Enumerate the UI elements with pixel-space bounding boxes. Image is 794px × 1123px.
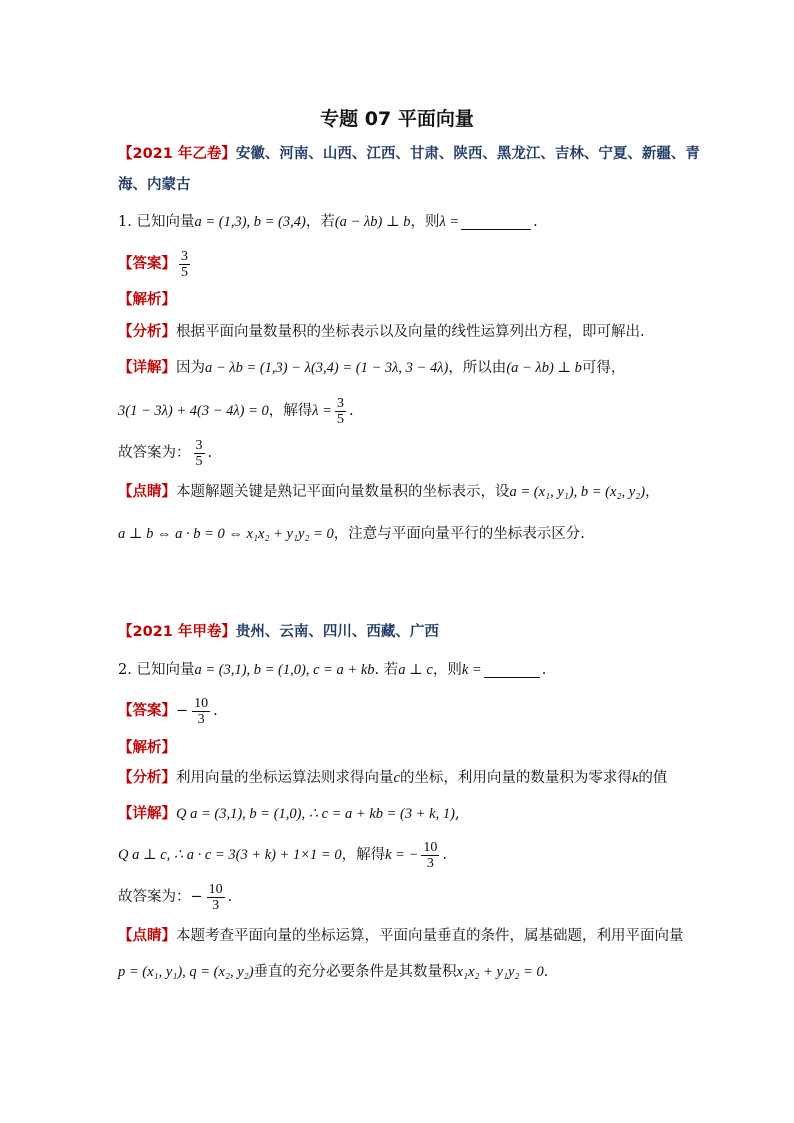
step-text: ，解得	[341, 847, 386, 863]
formula: k	[631, 770, 639, 786]
fraction	[335, 396, 346, 427]
answer-blank	[484, 663, 540, 678]
denominator: 5	[195, 453, 203, 469]
exam-regions: 安徽、河南、山西、江西、甘肃、陕西、黑龙江、吉林、宁夏、新疆、青	[235, 146, 700, 162]
step-text: .	[442, 847, 447, 863]
question-text: .	[541, 662, 547, 678]
final-text: .	[227, 889, 233, 905]
fraction	[192, 696, 210, 727]
fenxi-text: 的值	[638, 770, 668, 786]
dianjing-1-cont	[118, 524, 694, 544]
answer-blank	[461, 215, 531, 230]
formula: Q a ⊥ c, ∴ a · c = 3(3 + k) + 1×1 = 0	[118, 847, 342, 863]
answer-text: .	[213, 703, 218, 719]
final-label: 故答案为：	[118, 889, 191, 905]
final-answer-2	[118, 881, 694, 913]
dianjing-text: 垂直的充分必要条件是其数量积	[253, 964, 457, 980]
section1-source-cont	[118, 175, 694, 195]
dianjing-text: .	[543, 964, 549, 980]
denominator: 3	[426, 855, 434, 871]
denominator: 5	[181, 264, 188, 280]
exam-regions-cont: 海、内蒙古	[118, 177, 191, 193]
page-title: 专题 07 平面向量	[320, 108, 474, 130]
formula: a ⊥ c	[398, 662, 433, 678]
dianjing-label: 【点睛】	[118, 484, 176, 500]
answer-1	[118, 248, 694, 280]
analysis-2	[118, 738, 694, 758]
formula: a = (x₁, y₁), b = (x₂, y₂)	[509, 484, 646, 500]
formula: λ =	[312, 403, 332, 419]
dianjing-text: ，	[645, 484, 660, 500]
equation-1	[118, 395, 694, 427]
question-text: ，若	[305, 214, 335, 230]
xiangjie-text: ,	[454, 806, 460, 822]
step-2	[118, 839, 694, 871]
formula: λ =	[439, 214, 460, 230]
equation-text: ，解得	[268, 403, 313, 419]
dianjing-2-cont	[118, 962, 694, 982]
numerator: 10	[423, 839, 438, 855]
fraction	[179, 249, 190, 280]
question-2	[118, 660, 694, 680]
fenxi-text: 利用向量的坐标运算法则求得向量	[176, 770, 394, 786]
fenxi-text: 的坐标，利用向量的数量积为零求得	[399, 770, 632, 786]
fenxi-1	[118, 322, 694, 342]
numerator: 3	[181, 248, 188, 264]
xiangjie-1	[118, 358, 694, 378]
analysis-1	[118, 290, 694, 310]
xiangjie-text: 可得，	[581, 360, 626, 376]
xiangjie-text: 因为	[176, 360, 205, 376]
formula: a = (1,3), b = (3,4)	[194, 214, 306, 230]
exam-tag: 【2021 年乙卷】	[118, 146, 236, 162]
denominator: 3	[197, 711, 205, 727]
minus-sign: −	[176, 703, 189, 719]
section1-source	[118, 144, 700, 164]
question-text: 1. 已知向量	[118, 214, 195, 230]
answer-label: 【答案】	[118, 703, 176, 719]
exam-regions: 贵州、云南、四川、西藏、广西	[235, 624, 439, 640]
dianjing-text: 本题解题关键是熟记平面向量数量积的坐标表示，设	[176, 484, 510, 500]
formula: x₁x₂ + y₁y₂ = 0	[456, 964, 544, 980]
formula: c	[393, 770, 400, 786]
xiangjie-text: ，所以由	[448, 360, 507, 376]
dianjing-text: ，注意与平面向量平行的坐标表示区分.	[333, 526, 585, 542]
fraction	[207, 882, 225, 913]
exam-tag: 【2021 年甲卷】	[118, 624, 236, 640]
numerator: 3	[195, 437, 203, 453]
formula: a ⊥ b ⇔ a · b = 0 ⇔ x₁x₂ + y₁y₂ = 0	[118, 526, 334, 542]
fenxi-label: 【分析】	[118, 324, 176, 340]
final-text: .	[207, 445, 213, 461]
dianjing-2	[118, 926, 694, 946]
fenxi-text: 根据平面向量数量积的坐标表示以及向量的线性运算列出方程，即可解出.	[176, 324, 645, 340]
question-text: ，则	[410, 214, 440, 230]
question-text: ，则	[432, 662, 462, 678]
section2-source	[118, 622, 694, 642]
formula: (a − λb) ⊥ b	[334, 214, 411, 230]
question-text: . 若	[374, 662, 399, 678]
formula: (a − λb) ⊥ b	[506, 360, 582, 376]
fraction	[194, 438, 205, 469]
formula: Q a = (3,1), b = (1,0), ∴ c = a + kb = (3 + k, 1)	[176, 806, 455, 822]
dianjing-text: 本题考查平面向量的坐标运算，平面向量垂直的条件，属基础题，利用平面向量	[176, 928, 684, 944]
formula: k =	[461, 662, 482, 678]
final-answer-1	[118, 437, 694, 469]
question-text: .	[533, 214, 538, 230]
formula: a − λb = (1,3) − λ(3,4) = (1 − 3λ, 3 − 4λ)	[205, 360, 449, 376]
question-text: 2. 已知向量	[118, 662, 195, 678]
formula: a = (3,1), b = (1,0), c = a + kb	[194, 662, 375, 678]
formula: k = −	[385, 847, 419, 863]
fenxi-label: 【分析】	[118, 770, 176, 786]
fraction	[421, 840, 439, 871]
dianjing-1	[118, 482, 694, 502]
dianjing-label: 【点睛】	[118, 928, 176, 944]
numerator: 10	[194, 695, 209, 711]
xiangjie-label: 【详解】	[118, 806, 176, 822]
denominator: 5	[336, 411, 344, 427]
final-label: 故答案为：	[118, 445, 191, 461]
numerator: 10	[208, 881, 223, 897]
analysis-label: 【解析】	[118, 740, 176, 756]
question-1	[118, 212, 694, 232]
numerator: 3	[336, 395, 344, 411]
minus-sign: −	[190, 889, 203, 905]
formula: p = (x₁, y₁), q = (x₂, y₂)	[118, 964, 254, 980]
fenxi-2	[118, 768, 694, 788]
equation-text: .	[348, 403, 354, 419]
answer-2	[118, 695, 694, 727]
analysis-label: 【解析】	[118, 292, 176, 308]
xiangjie-label: 【详解】	[118, 360, 176, 376]
formula: 3(1 − 3λ) + 4(3 − 4λ) = 0	[118, 403, 269, 419]
answer-label: 【答案】	[118, 256, 176, 272]
denominator: 3	[212, 897, 220, 913]
xiangjie-2	[118, 804, 694, 824]
